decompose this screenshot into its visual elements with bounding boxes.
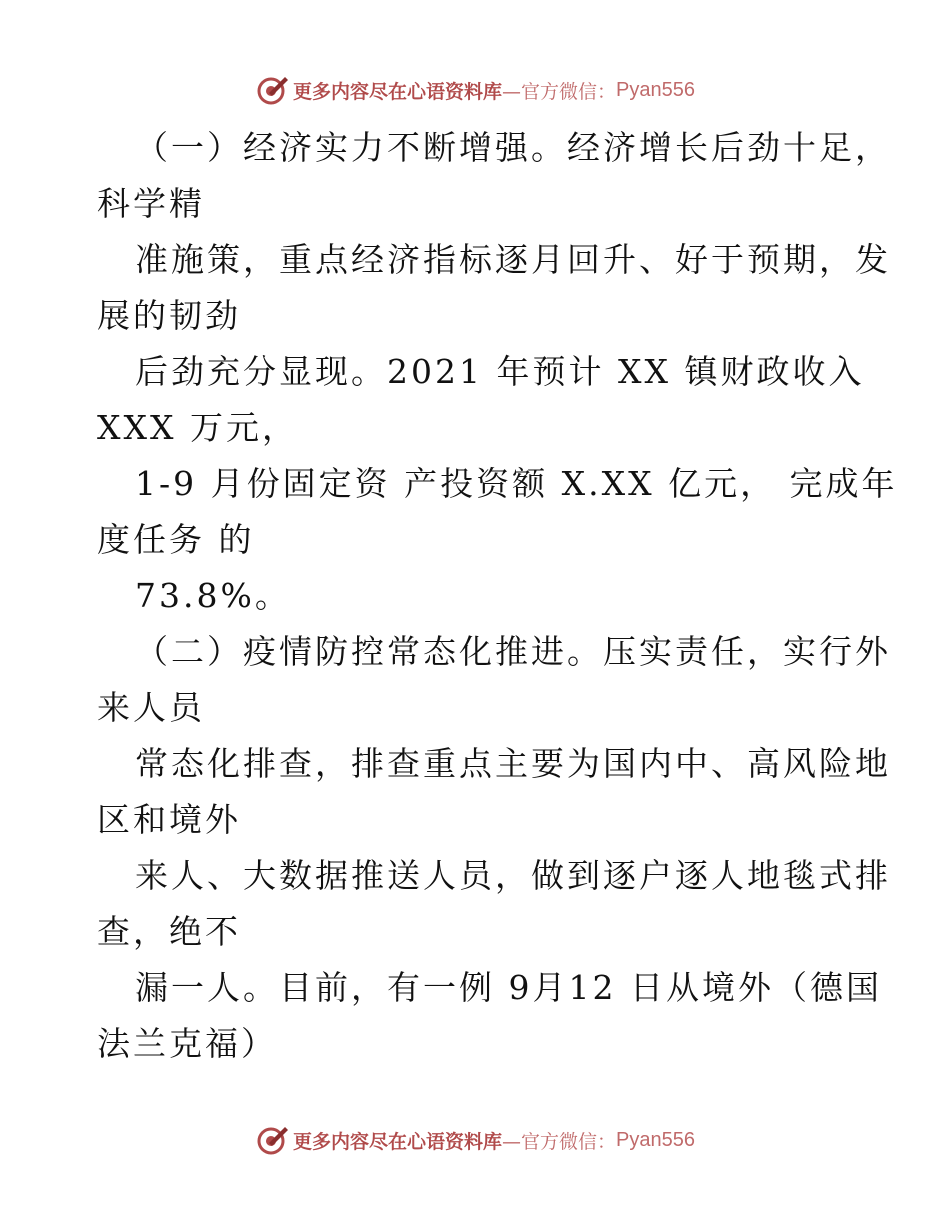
text-line: 1-9 月份固定资 产投资额 X.XX 亿元， 完成年 <box>135 464 898 503</box>
document-body <box>97 120 898 1072</box>
text-line: 漏一人。目前，有一例 9月12 日从境外（德国 <box>135 968 882 1007</box>
pen-logo-icon <box>255 1123 289 1157</box>
text-line: （二）疫情防控常态化推进。压实责任，实行外 <box>135 632 891 671</box>
banner-main-text: 更多内容尽在心语资料库 <box>293 1130 503 1153</box>
text-line: 法兰克福） <box>97 1024 277 1063</box>
text-line: 来人员 <box>97 688 205 727</box>
pen-logo-icon <box>255 73 289 107</box>
text-line: 来人、大数据推送人员，做到逐户逐人地毯式排 <box>135 856 891 895</box>
text-line: 区和境外 <box>97 800 241 839</box>
text-line: 科学精 <box>97 184 205 223</box>
footer-watermark-banner <box>0 1120 950 1160</box>
banner-main-text: 更多内容尽在心语资料库 <box>293 80 503 103</box>
text-line: 常态化排查，排查重点主要为国内中、高风险地 <box>135 744 891 783</box>
text-line: 展的韧劲 <box>97 296 241 335</box>
text-line: 准施策，重点经济指标逐月回升、好于预期，发 <box>135 240 891 279</box>
banner-id-text: Pyan556 <box>616 78 695 101</box>
text-line: 度任务 的 <box>97 520 255 559</box>
banner-sub-text: —官方微信： <box>502 1130 617 1153</box>
banner-id-text: Pyan556 <box>616 1128 695 1151</box>
banner-sub-text: —官方微信： <box>502 80 617 103</box>
header-watermark-banner <box>0 70 950 110</box>
text-line: 查，绝不 <box>97 912 241 951</box>
text-line: 后劲充分显现。2021 年预计 XX 镇财政收入 <box>135 352 865 391</box>
text-line: XXX 万元， <box>97 408 298 447</box>
text-line: （一）经济实力不断增强。经济增长后劲十足， <box>135 128 891 167</box>
text-line: 73.8%。 <box>135 576 291 615</box>
